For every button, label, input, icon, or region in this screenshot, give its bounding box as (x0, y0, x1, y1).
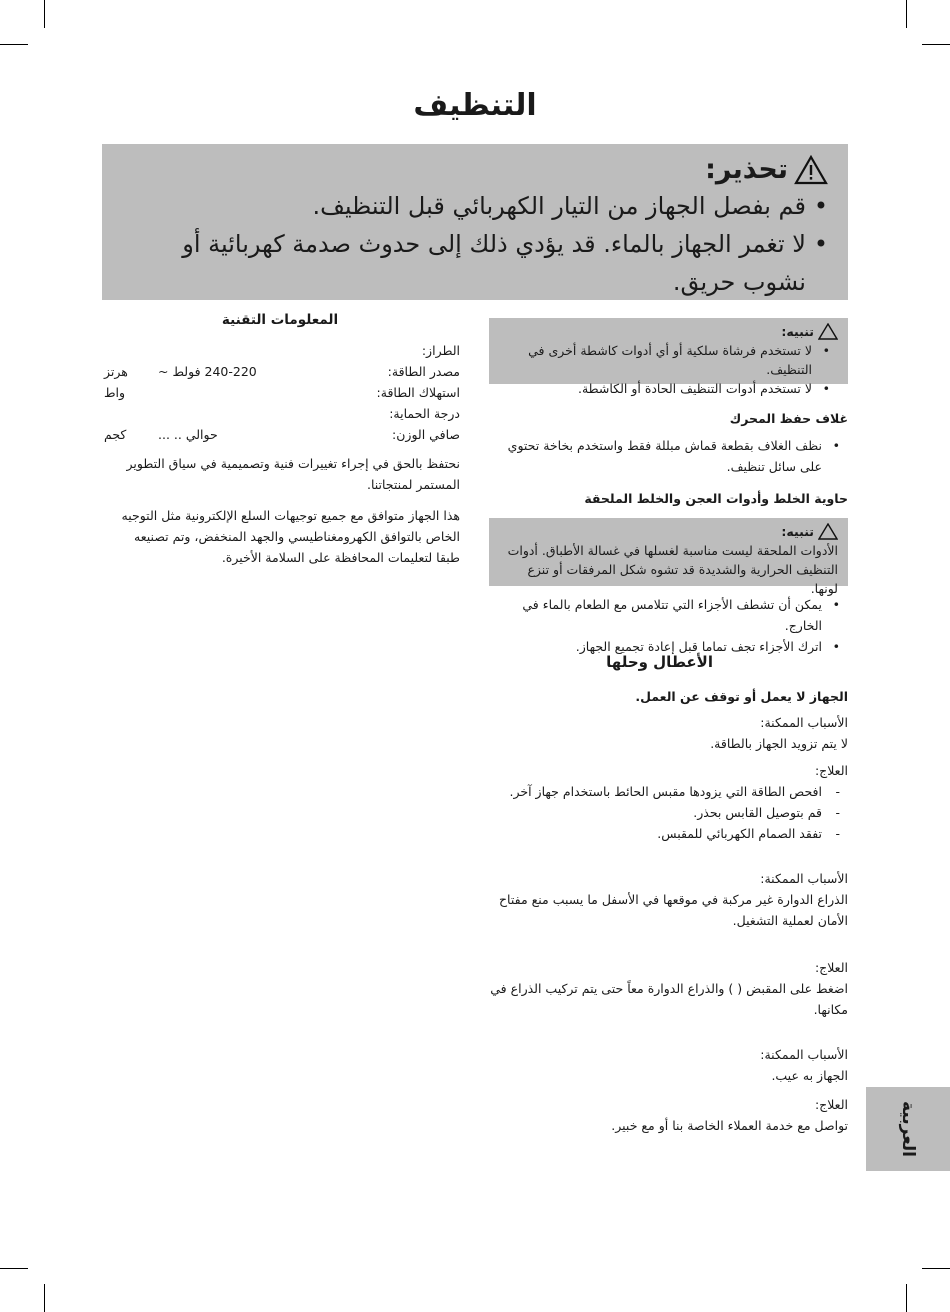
trouble-problem: الجهاز لا يعمل أو توقف عن العمل. (635, 689, 848, 704)
cause-label: الأسباب الممكنة: (760, 715, 848, 730)
spec-value: 240-220 فولط ~ (158, 364, 257, 379)
remedy-text: اضغط على المقبض ( ) والذراع الدوارة معاً حتى يتم تركيب الذراع في مكانها. (490, 981, 848, 1017)
trouble-case-2 (489, 868, 848, 1020)
spec-row-weight (100, 424, 460, 445)
trouble-case-1 (489, 712, 848, 844)
spec-row-protection (100, 403, 460, 424)
spec-label: مصدر الطاقة: (387, 364, 460, 379)
caution-box-accessories (489, 518, 848, 596)
crop-mark-tr-h (922, 44, 950, 45)
caution-box-cleaning (489, 318, 848, 396)
caution-text: الأدوات الملحقة ليست مناسبة لغسلها في غسالة الأطباق. أدوات التنظيف الحرارية والشديدة قد تشوه شكل المرفقات أو تنزع لونها. (507, 543, 838, 596)
spec-unit: كجم (104, 427, 127, 442)
trouble-case-3 (489, 1044, 848, 1136)
tech-info-title: المعلومات التقنية (221, 312, 339, 328)
tech-note-development: نحتفظ بالحق في إجراء تغييرات فنية وتصميمية في سياق التطوير المستمر لمنتجاتنا. (126, 456, 460, 492)
remedy-label: العلاج: (814, 763, 848, 778)
caution-item: • لا تستخدم فرشاة سلكية أو أي أدوات كاشطة أخرى في التنظيف. (497, 341, 838, 379)
crop-mark-bl-v (44, 1284, 45, 1312)
spec-label: الطراز: (421, 343, 460, 358)
bowl-heading: حاوية الخلط وأدوات العجن والخلط الملحقة (584, 491, 848, 506)
language-tab-label: العربية (898, 1100, 918, 1158)
cause-text: الذراع الدوارة غير مركبة في موقعها في الأسفل ما يسبب منع مفتاح الأمان لعملية التشغيل. (498, 892, 848, 928)
spec-unit: هرتز (104, 364, 128, 379)
warning-triangle-icon (794, 155, 828, 185)
crop-mark-bl-h (0, 1268, 28, 1269)
caution-triangle-icon (818, 523, 838, 540)
warning-list (116, 187, 828, 301)
remedy-list (489, 781, 848, 844)
cover-list (489, 435, 848, 477)
cover-heading: غلاف حفظ المحرك (729, 411, 848, 426)
spec-row-power-consumption (100, 382, 460, 403)
cause-label: الأسباب الممكنة: (760, 1047, 848, 1062)
crop-mark-tl-h (0, 44, 28, 45)
bowl-section-heading-wrap (489, 488, 848, 509)
crop-mark-br-v (906, 1284, 907, 1312)
caution-title: تنبيه: (781, 324, 814, 339)
crop-mark-tl-v (44, 0, 45, 28)
crop-mark-br-h (922, 1268, 950, 1269)
cause-text: لا يتم تزويد الجهاز بالطاقة. (710, 736, 848, 751)
caution-heading (497, 322, 838, 341)
cause-label: الأسباب الممكنة: (760, 871, 848, 886)
troubleshooting-title: الأعطال وحلها (606, 653, 713, 671)
caution-heading (497, 522, 838, 541)
caution-item: • لا تستخدم أدوات التنظيف الحادة أو الكاشطة. (497, 379, 838, 398)
remedy-item: - افحص الطاقة التي يزودها مقبس الحائط باستخدام جهاز آخر. (489, 781, 848, 802)
caution-list (497, 341, 838, 398)
bowl-bullets-wrap (489, 594, 848, 657)
warning-title: تحذير: (705, 154, 788, 185)
cover-section (489, 408, 848, 477)
warning-box (102, 144, 848, 300)
crop-mark-tr-v (906, 0, 907, 28)
spec-label: درجة الحماية: (389, 406, 460, 421)
remedy-label: العلاج: (814, 1097, 848, 1112)
remedy-label: العلاج: (814, 960, 848, 975)
spec-value: حوالي .. ... (158, 427, 218, 442)
cover-item: • نظف الغلاف بقطعة قماش مبللة فقط واستخدم بخاخة تحتوي على سائل تنظيف. (489, 435, 848, 477)
bowl-list (489, 594, 848, 657)
warning-heading (116, 154, 828, 185)
tech-info-table (100, 340, 460, 568)
warning-item: • لا تغمر الجهاز بالماء. قد يؤدي ذلك إلى حدوث صدمة كهربائية أو نشوب حريق. (116, 225, 828, 301)
page-title: التنظيف (413, 88, 537, 123)
spec-row-model (100, 340, 460, 361)
spec-unit: واط (104, 385, 126, 400)
language-tab (866, 1087, 950, 1171)
tech-note-compliance: هذا الجهاز متوافق مع جميع توجيهات السلع الإلكترونية مثل التوجيه الخاص بالتوافق الكهرومغناطيسي والجهد المنخفض، وتم تصنيعه طبقا لتعليمات المحافظة على السلامة الأخيرة. (121, 508, 460, 565)
spec-row-power-source (100, 361, 460, 382)
spec-label: استهلاك الطاقة: (376, 385, 460, 400)
cause-text: الجهاز به عيب. (771, 1068, 848, 1083)
spec-label: صافي الوزن: (392, 427, 460, 442)
bowl-item: • يمكن أن تشطف الأجزاء التي تتلامس مع الطعام بالماء في الخارج. (489, 594, 848, 636)
remedy-item: - تفقد الصمام الكهربائي للمقبس. (489, 823, 848, 844)
remedy-text: تواصل مع خدمة العملاء الخاصة بنا أو مع خبير. (611, 1118, 848, 1133)
trouble-problem-wrap (489, 686, 848, 707)
bowl-item: • اترك الأجزاء تجف تماما قبل إعادة تجميع الجهاز. (489, 636, 848, 657)
remedy-item: - قم بتوصيل القابس بحذر. (489, 802, 848, 823)
caution-title: تنبيه: (781, 524, 814, 539)
warning-item: • قم بفصل الجهاز من التيار الكهربائي قبل التنظيف. (116, 187, 828, 225)
caution-triangle-icon (818, 323, 838, 340)
